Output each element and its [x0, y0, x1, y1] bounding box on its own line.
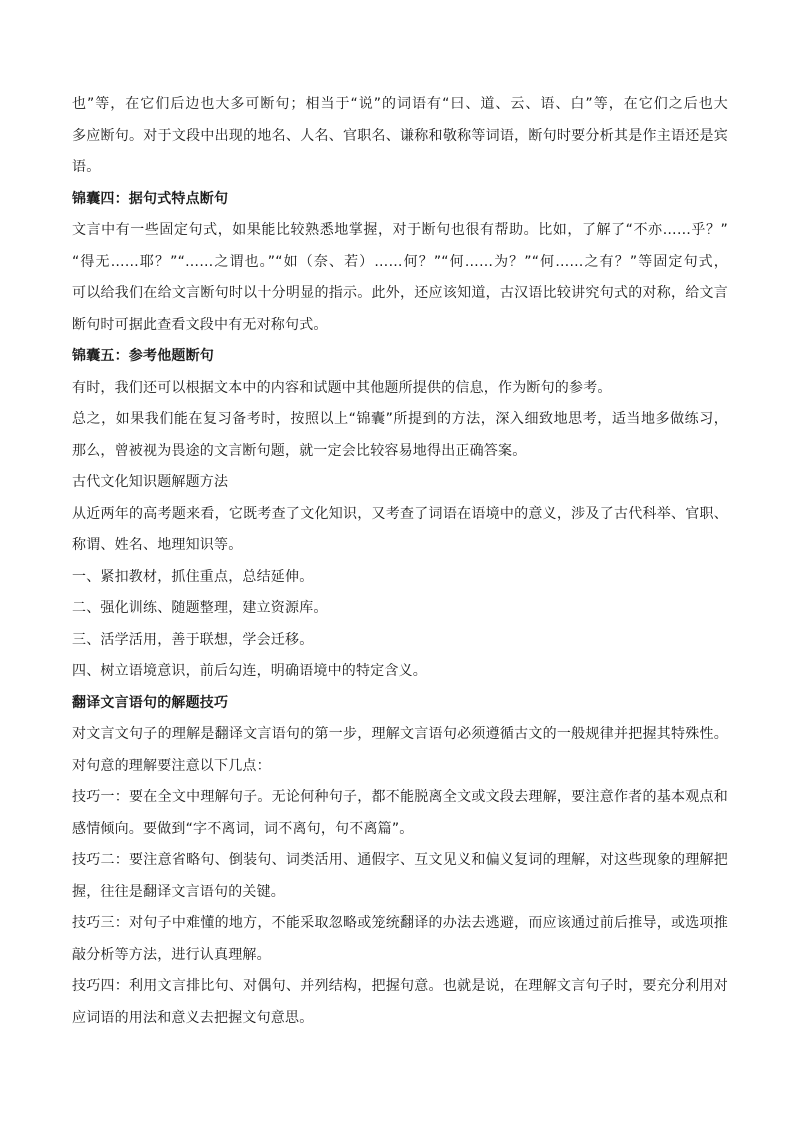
paragraph-line: 技巧一：要在全文中理解句子。无论何种句子，都不能脱离全文或文段去理解，要注意作者的基本观点和: [72, 789, 728, 805]
paragraph-line: 多应断句。对于文段中出现的地名、人名、官职名、谦称和敬称等词语，断句时要分析其是作主语还是宾: [72, 127, 728, 144]
paragraph-line: “得无……耶？”“……之谓也。”“如（奈、若）……何？”“何……为？”“何……之有？”等固定句式，: [72, 253, 728, 270]
paragraph-line: 总之，如果我们能在复习备考时，按照以上“锦囊”所提到的方法，深入细致地思考，适当地多做练习，: [72, 411, 728, 427]
paragraph-line: 语。: [72, 159, 101, 175]
paragraph-line: 也”等，在它们后边也大多可断句；相当于“说”的词语有“曰、道、云、语、白”等，在它们之后也大: [72, 96, 728, 112]
paragraph-line: 从近两年的高考题来看，它既考查了文化知识，又考查了词语在语境中的意义，涉及了古代科举、官职、: [72, 505, 728, 522]
paragraph-line: 技巧三：对句子中难懂的地方，不能采取忽略或笼统翻译的办法去逃避，而应该通过前后推导，或选项推: [72, 915, 728, 931]
paragraph-line: 可以给我们在给文言断句时以十分明显的指示。此外，还应该知道，古汉语比较讲究句式的对称，给文言: [72, 285, 728, 301]
list-item: 一、紧扣教材，抓住重点，总结延伸。: [72, 568, 314, 585]
paragraph-line: 有时，我们还可以根据文本中的内容和试题中其他题所提供的信息，作为断句的参考。: [72, 379, 612, 396]
paragraph-line: 技巧二：要注意省略句、倒装句、词类活用、通假字、互文见义和偏义复词的理解，对这些现象的理解把: [72, 852, 728, 868]
list-item: 四、树立语境意识，前后勾连，明确语境中的特定含义。: [72, 663, 427, 679]
paragraph-line: 握，往往是翻译文言语句的关键。: [72, 883, 285, 900]
paragraph-line: 对文言文句子的理解是翻译文言语句的第一步，理解文言语句必须遵循古文的一般规律并把握其特殊性。: [72, 726, 728, 742]
paragraph-line: 技巧四：利用文言排比句、对偶句、并列结构，把握句意。也就是说，在理解文言句子时，要充分利用对: [72, 978, 728, 994]
paragraph-line: 文言中有一些固定句式，如果能比较熟悉地掌握，对于断句也很有帮助。比如，了解了“不亦……乎？”: [72, 222, 728, 238]
paragraph-line: 那么，曾被视为畏途的文言断句题，就一定会比较容易地得出正确答案。: [72, 442, 527, 459]
paragraph-line: 应词语的用法和意义去把握文句意思。: [72, 1009, 314, 1026]
document-body: [72, 94, 728, 1039]
list-item: 二、强化训练、随题整理，建立资源库。: [72, 600, 328, 616]
section-heading: 锦囊五：参考他题断句: [72, 348, 214, 364]
paragraph-line: 断句时可据此查看文段中有无对称句式。: [72, 316, 328, 333]
section-heading: 古代文化知识题解题方法: [72, 474, 229, 490]
section-heading: 锦囊四：据句式特点断句: [72, 190, 229, 207]
paragraph-line: 感情倾向。要做到“字不离词，词不离句，句不离篇”。: [72, 820, 414, 837]
paragraph-line: 敲分析等方法，进行认真理解。: [72, 946, 271, 963]
list-item: 三、活学活用，善于联想，学会迁移。: [72, 631, 314, 648]
section-heading: 翻译文言语句的解题技巧: [72, 694, 229, 711]
paragraph-line: 称谓、姓名、地理知识等。: [72, 537, 243, 553]
paragraph-line: 对句意的理解要注意以下几点：: [72, 757, 271, 774]
